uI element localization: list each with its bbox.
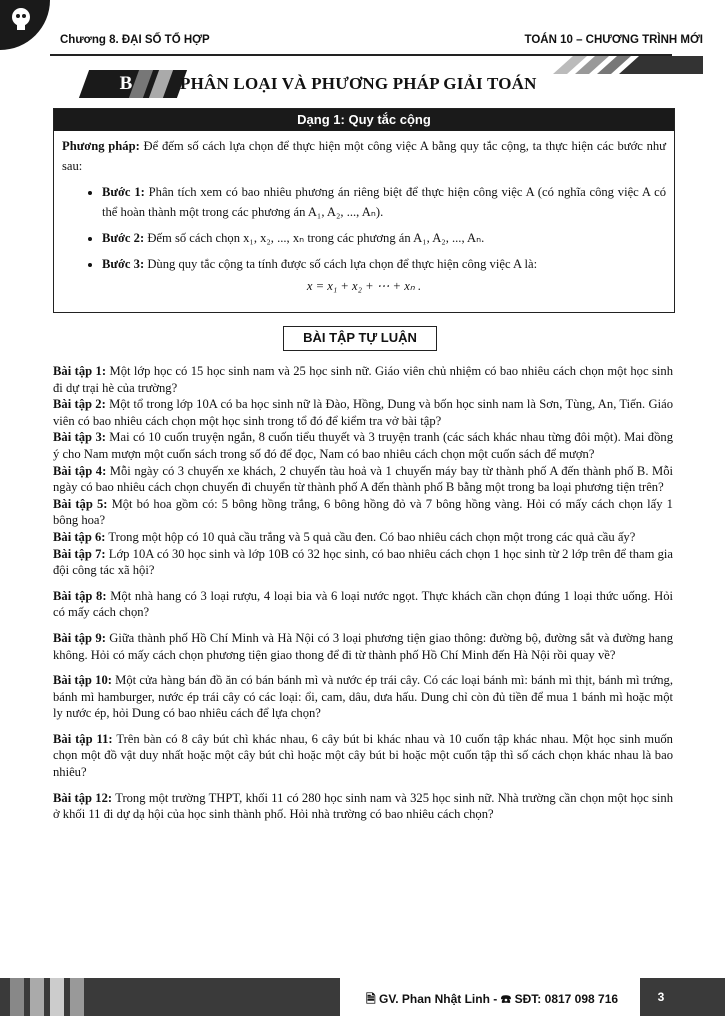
footer-separator: - bbox=[489, 992, 501, 1006]
section-band bbox=[52, 70, 674, 98]
exercise-label: Bài tập 7: bbox=[53, 546, 106, 561]
footer-author: GV. Phan Nhật Linh bbox=[379, 992, 490, 1006]
exercise-label: Bài tập 12: bbox=[53, 790, 113, 805]
exercise-label: Bài tập 8: bbox=[53, 588, 107, 603]
step-text: Dùng quy tắc cộng ta tính được số cách lựa chọn để thực hiện công việc A là: bbox=[144, 257, 538, 271]
method-intro-text: Để đếm số cách lựa chọn để thực hiện một công việc A bằng quy tắc cộng, ta thực hiện các bước như sau: bbox=[62, 139, 666, 173]
step-text: Đếm số cách chọn x₁, x₂, ..., xₙ trong các phương án A₁, A₂, ..., Aₙ. bbox=[144, 231, 485, 245]
exercise-heading: BÀI TẬP TỰ LUẬN bbox=[283, 326, 437, 351]
exercise-item bbox=[53, 363, 673, 396]
footer-phone: SĐT: 0817 098 716 bbox=[514, 992, 619, 1006]
exercise-text: Một cửa hàng bán đồ ăn có bán bánh mì và nước ép trái cây. Có các loại bánh mì: bánh mì thịt, bánh mì trứng, bánh mì hamburger, nước ép trái cây có các loại: ổi, cam, dâu, dưa hấu. Dung chỉ còn đủ tiền để mua 1 bánh mì hoặc một ly nước ép, hỏi Dung có bao nhiêu cách để lựa chọn? bbox=[53, 673, 673, 721]
exercise-text: Một tổ trong lớp 10A có ba học sinh nữ là Đào, Hồng, Dung và bốn học sinh nam là Sơn, Tùng, An, Tiến. Giáo viên có bao nhiêu cách chọn một học sinh trong tổ đó để kiểm tra vở bài tập? bbox=[53, 397, 673, 428]
exercise-list bbox=[53, 363, 673, 823]
course-title: TOÁN 10 – CHƯƠNG TRÌNH MỚI bbox=[524, 34, 703, 46]
exercise-label: Bài tập 6: bbox=[53, 529, 106, 544]
exercise-item bbox=[53, 529, 673, 546]
page-number: 3 bbox=[657, 990, 665, 1004]
exercise-item bbox=[53, 463, 673, 496]
section-letter: B bbox=[119, 73, 133, 94]
exercise-label: Bài tập 5: bbox=[53, 496, 108, 511]
exercise-label: Bài tập 2: bbox=[53, 397, 106, 412]
method-intro bbox=[62, 136, 666, 176]
step-label: Bước 1: bbox=[102, 185, 145, 199]
exercise-item bbox=[53, 672, 673, 722]
exercise-item bbox=[53, 630, 673, 663]
step-label: Bước 2: bbox=[102, 231, 145, 245]
phone-icon: ☎ bbox=[500, 992, 512, 1006]
exercise-item bbox=[53, 396, 673, 429]
exercise-label: Bài tập 1: bbox=[53, 364, 107, 378]
exercise-item bbox=[53, 731, 673, 781]
step-item bbox=[102, 254, 666, 274]
exercise-item bbox=[53, 588, 673, 621]
exercise-text: Một nhà hang có 3 loại rượu, 4 loại bia và 6 loại nước ngọt. Thực khách cần chọn đúng 1 loại thức uống. Hỏi có mấy cách chọn? bbox=[53, 588, 673, 620]
logo-icon bbox=[0, 0, 50, 50]
exercise-text: Một lớp học có 15 học sinh nam và 25 học sinh nữ. Giáo viên chủ nhiệm có bao nhiêu cách chọn một học sinh đi dự trại hè của trường? bbox=[53, 364, 673, 395]
exercise-label: Bài tập 4: bbox=[53, 463, 107, 478]
exercise-label: Bài tập 11: bbox=[53, 731, 113, 746]
chapter-title: Chương 8. ĐẠI SỐ TỔ HỢP bbox=[60, 34, 210, 46]
exercise-label: Bài tập 3: bbox=[53, 430, 106, 445]
method-heading: Dạng 1: Quy tắc cộng bbox=[54, 109, 674, 131]
formula: x = x₁ + x₂ + ⋯ + xₙ . bbox=[306, 279, 422, 293]
exercise-text: Trong một hộp có 10 quả cầu trắng và 5 quả cầu đen. Có bao nhiêu cách chọn một trong các quả cầu ấy? bbox=[105, 529, 636, 544]
exercise-text: Một bó hoa gồm có: 5 bông hồng trắng, 6 bông hồng đỏ và 7 bông hồng vàng. Hỏi có mấy cách chọn lấy 1 bông hoa? bbox=[53, 496, 673, 528]
exercise-label: Bài tập 10: bbox=[53, 673, 112, 688]
exercise-text: Mai có 10 cuốn truyện ngắn, 8 cuốn tiểu thuyết và 3 truyện tranh (các sách khác nhau từng đôi một). Mai đồng ý cho Nam mượn một cuốn sách trong số đó để đọc, Nam có bao nhiêu cách chọn một cuốn sách để mượn? bbox=[53, 430, 673, 461]
step-item bbox=[102, 182, 666, 222]
exercise-item bbox=[53, 496, 673, 529]
exercise-text: Mỗi ngày có 3 chuyến xe khách, 2 chuyến tàu hoả và 1 chuyến máy bay từ thành phố A đến thành phố B. Mỗi ngày có bao nhiêu cách chọn chuyến đi chuyển từ thành phố A đến thành phố B bằng một trong ba loại phương tiện trên? bbox=[53, 463, 674, 495]
footer-info bbox=[366, 990, 618, 1011]
step-item bbox=[102, 228, 666, 248]
exercise-item bbox=[53, 546, 673, 579]
exercise-text: Trong một trường THPT, khối 11 có 280 học sinh nam và 325 học sinh nữ. Nhà trường cần chọn một học sinh ở khối 11 đi dự dạ hội của học sinh thành phố. Hỏi nhà trường có bao nhiêu cách chọn? bbox=[53, 790, 674, 822]
exercise-text: Lớp 10A có 30 học sinh và lớp 10B có 32 học sinh, có bao nhiêu cách chọn 1 học sinh từ 2 lớp trên để tham gia đội công tác xã hội? bbox=[53, 546, 673, 578]
exercise-item bbox=[53, 429, 673, 462]
exercise-text: Trên bàn có 8 cây bút chì khác nhau, 6 cây bút bi khác nhau và 10 cuốn tập khác nhau. Một học sinh muốn chọn một đồ vật duy nhất hoặc một cây bút chì hoặc một cây bút bi hoặc một cuốn tập thì số cách chọn khác nhau là bao nhiêu? bbox=[53, 731, 673, 780]
step-label: Bước 3: bbox=[102, 257, 145, 271]
exercise-label: Bài tập 9: bbox=[53, 630, 106, 645]
method-intro-label: Phương pháp: bbox=[62, 139, 140, 153]
method-box bbox=[53, 108, 675, 313]
method-body bbox=[54, 131, 674, 296]
document-icon: 🗎 bbox=[366, 992, 376, 1006]
exercise-text: Giữa thành phố Hồ Chí Minh và Hà Nội có 3 loại phương tiện giao thông: đường bộ, đường sắt và đường hang không. Hỏi có mấy cách chọn phương tiện giao thong để đi từ thành phố Hồ Chí Minh đến Hà Nội rồi quay về? bbox=[53, 630, 673, 662]
exercise-item bbox=[53, 790, 673, 823]
footer-stripes bbox=[10, 978, 110, 1016]
step-list bbox=[102, 182, 666, 274]
section-title: PHÂN LOẠI VÀ PHƯƠNG PHÁP GIẢI TOÁN bbox=[180, 74, 537, 93]
step-text: Phân tích xem có bao nhiêu phương án riêng biệt để thực hiện công việc A (có nghĩa công việc A có thể hoàn thành một trong các phương án A₁, A₂, ..., Aₙ). bbox=[102, 185, 667, 219]
